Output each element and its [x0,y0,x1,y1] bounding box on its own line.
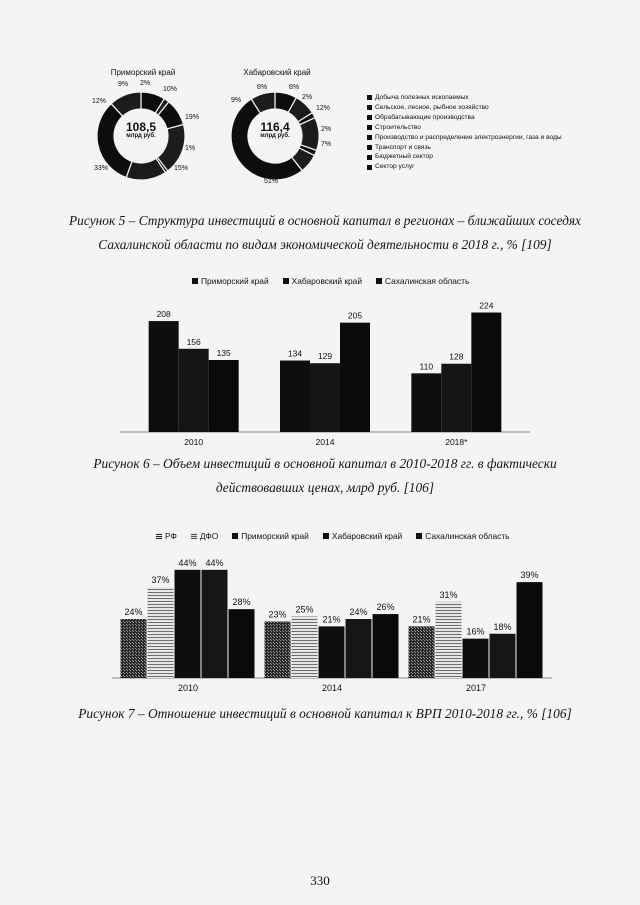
legend-item [367,133,562,143]
bar-value-label: 208 [156,309,171,320]
bar-value-label: 110 [419,361,434,372]
legend-item [156,531,177,541]
center-unit: млрд руб. [260,133,290,139]
legend-swatch [376,278,382,284]
bar [340,323,370,432]
pie2-slice-label: 8% [257,84,268,91]
category-tick-label: 2010 [184,437,204,447]
pie2-slice-label: 2% [302,94,313,101]
bar [373,614,399,678]
legend-swatch [156,533,162,539]
legend-swatch [367,115,372,120]
legend-swatch [367,95,372,100]
bar [409,626,435,678]
bar [471,313,501,432]
bar [517,582,543,678]
page-number: 330 [310,873,330,888]
legend-item [367,103,562,113]
bar-value-label: 39% [520,570,539,581]
bar [292,617,318,678]
bar-value-label: 25% [295,604,314,615]
pie1-slice-label: 1% [185,145,196,152]
legend-item [367,123,562,133]
legend-item [191,531,218,541]
legend-item [192,276,269,286]
pie2-slice-label: 9% [231,97,242,104]
legend-item [367,143,562,153]
legend-label: Приморский край [241,531,309,541]
donut-center-khabarovsk [250,120,300,139]
bar-value-label: 28% [232,597,251,608]
bar [346,619,372,678]
bar [441,364,471,432]
legend-item [323,531,402,541]
bar-value-label: 24% [124,607,143,617]
legend-item [232,531,309,541]
bar [209,360,239,432]
figure6-legend [192,276,483,286]
legend-label: Хабаровский край [291,276,362,286]
legend-label: Сектор услуг [375,163,415,171]
legend-label: Производство и распределение электроэнергии, газа и воды [375,133,562,141]
legend-swatch [367,155,372,160]
center-unit: млрд руб. [126,133,156,139]
pie1-slice-label: 33% [94,165,109,172]
bar-value-label: 128 [449,351,464,362]
legend-label: Сахалинская область [425,531,510,541]
bar-value-label: 24% [349,607,368,617]
pie2-slice-label: 7% [321,141,332,148]
bar [265,621,291,678]
caption-line: Сахалинской области по видам экономической деятельности в 2018 г., % [109] [98,237,552,252]
legend-label: ДФО [199,531,219,541]
caption-line: Рисунок 6 – Объем инвестиций в основной капитал в 2010-2018 гг. в фактически [93,456,557,471]
category-tick-label: 2017 [465,683,487,693]
bar [202,570,228,678]
pie2-slice-label: 51% [264,178,279,185]
investment-to-grp-bar-chart [112,544,552,700]
bar-value-label: 23% [268,609,287,620]
figure5-caption [40,209,610,257]
legend-swatch [367,165,372,170]
legend-swatch [323,533,329,539]
bar-value-label: 156 [186,336,201,347]
legend-swatch [192,278,198,284]
legend-swatch [367,145,372,150]
caption-line: Рисунок 7 – Отношение инвестиций в основной капитал к ВРП 2010-2018 гг., % [106] [78,706,572,721]
bar-value-label: 21% [412,614,431,625]
legend-label: Транспорт и связь [375,143,431,151]
legend-swatch [367,135,372,140]
bar [463,639,489,678]
bar [490,634,516,678]
bar-value-label: 37% [151,575,170,586]
legend-item [416,531,509,541]
legend-label: РФ [165,531,177,541]
legend-item [283,276,362,286]
bar [280,361,310,432]
legend-swatch [416,533,422,539]
pie2-slice-label: 12% [316,105,331,112]
category-tick-label: 2014 [315,437,335,447]
bar-value-label: 31% [439,589,458,600]
bar-value-label: 21% [322,614,341,625]
pie1-slice-label: 9% [118,81,129,88]
legend-label: Обрабатывающие производства [375,113,475,121]
pie1-slice-label: 19% [185,114,200,121]
pie2-slice-label: 2% [321,126,332,133]
pie1-slice-label: 12% [92,98,107,105]
category-tick-label: 2018* [445,437,468,447]
bar [148,587,174,678]
bar-value-label: 16% [466,626,485,637]
bar-value-label: 134 [287,348,303,359]
sector-legend [367,93,562,172]
caption-line: действовавших ценах, млрд руб. [106] [215,480,435,495]
bar-value-label: 44% [205,557,224,568]
legend-item [367,113,562,123]
legend-label: Хабаровский край [331,531,403,541]
legend-swatch [283,278,289,284]
bar-value-label: 26% [376,602,395,613]
bar-value-label: 224 [479,300,494,311]
caption-line: Рисунок 5 – Структура инвестиций в основной капитал в регионах – ближайших соседях [68,213,582,228]
legend-item [367,93,562,103]
legend-swatch [232,533,238,539]
legend-label: Бюджетный сектор [375,153,433,161]
legend-item [367,162,562,172]
pie1-slice-label: 2% [140,80,151,87]
bar [319,626,345,678]
figure7-caption [40,702,610,726]
bar-value-label: 44% [178,557,197,568]
bar [149,321,179,432]
figure6-caption [40,452,610,500]
bar-value-label: 18% [493,621,512,632]
legend-swatch [191,533,197,539]
bar-value-label: 135 [216,348,231,358]
pie-title-khabarovsk: Хабаровский край [243,68,311,77]
bar [411,373,441,432]
figure7-legend [156,531,524,541]
legend-label: Строительство [375,123,421,131]
category-tick-label: 2010 [177,683,199,693]
center-value: 116,4 [260,120,290,134]
pie1-slice-label: 10% [163,86,178,93]
legend-label: Добыча полезных ископаемых [375,94,469,101]
legend-item [376,276,469,286]
legend-label: Приморский край [201,276,269,286]
bar [436,602,462,678]
donut-center-primorsky [116,120,166,139]
legend-label: Сельское, лесное, рыбное хозяйство [375,103,489,111]
bar [310,363,340,432]
bar-value-label: 205 [347,310,363,321]
pie-title-primorsky: Приморский край [110,68,176,77]
pie1-slice-label: 15% [174,165,189,172]
bar [175,570,201,678]
category-tick-label: 2014 [321,683,343,693]
bar [229,609,255,678]
bar [121,619,147,678]
legend-label: Сахалинская область [385,276,470,286]
bar [179,349,209,432]
center-value: 108,5 [125,120,157,134]
legend-swatch [367,105,372,110]
legend-swatch [367,125,372,130]
bar-value-label: 129 [317,351,333,362]
legend-item [367,152,562,162]
pie2-slice-label: 8% [289,84,300,91]
investment-volume-bar-chart [110,290,540,450]
